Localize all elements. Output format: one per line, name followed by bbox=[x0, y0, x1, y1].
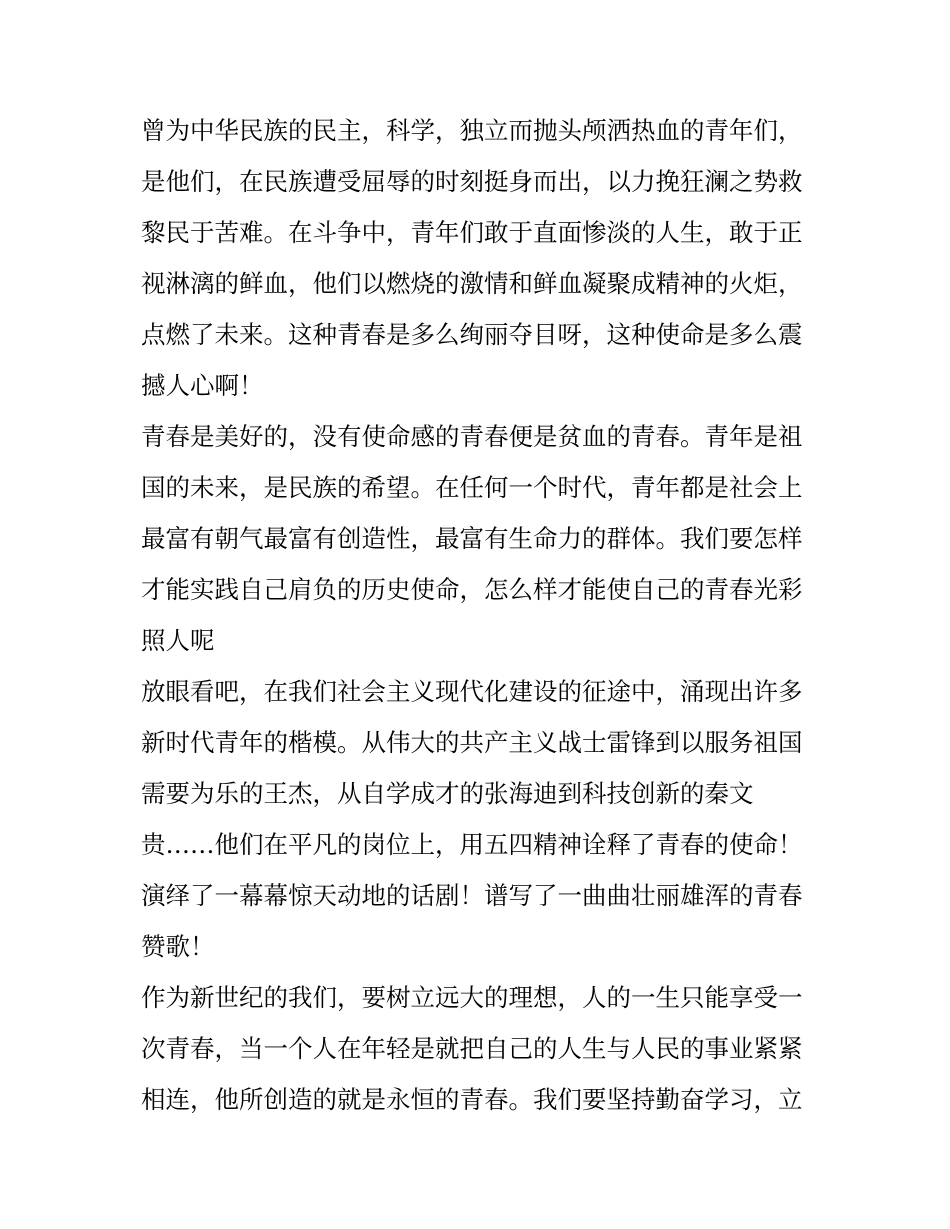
text-line: 新时代青年的楷模。从伟大的共产主义战士雷锋到以服务祖国 bbox=[141, 728, 803, 757]
text-line: 是他们，在民族遭受屈辱的时刻挺身而出，以力挽狂澜之势救 bbox=[141, 167, 803, 196]
text-line: 演绎了一幕幕惊天动地的话剧！谱写了一曲曲壮丽雄浑的青春 bbox=[141, 881, 803, 910]
text-line: 照人呢 bbox=[141, 626, 215, 655]
text-line: 相连，他所创造的就是永恒的青春。我们要坚持勤奋学习，立 bbox=[141, 1085, 803, 1114]
document-body bbox=[141, 105, 821, 1125]
text-line: 视淋漓的鲜血，他们以燃烧的激情和鲜血凝聚成精神的火炬， bbox=[141, 269, 803, 298]
text-line: 黎民于苦难。在斗争中，青年们敢于直面惨淡的人生，敢于正 bbox=[141, 218, 803, 247]
text-line: 赞歌！ bbox=[141, 932, 215, 961]
text-line: 国的未来，是民族的希望。在任何一个时代，青年都是社会上 bbox=[141, 473, 803, 502]
text-line: 曾为中华民族的民主，科学，独立而抛头颅洒热血的青年们， bbox=[141, 116, 803, 145]
text-line: 青春是美好的，没有使命感的青春便是贫血的青春。青年是祖 bbox=[141, 422, 803, 451]
text-line: 最富有朝气最富有创造性，最富有生命力的群体。我们要怎样 bbox=[141, 524, 803, 553]
text-line: 需要为乐的王杰，从自学成才的张海迪到科技创新的秦文 bbox=[141, 779, 754, 808]
text-line: 作为新世纪的我们，要树立远大的理想，人的一生只能享受一 bbox=[141, 983, 803, 1012]
text-line: 放眼看吧，在我们社会主义现代化建设的征途中，涌现出许多 bbox=[141, 677, 803, 706]
text-line: 次青春，当一个人在年轻是就把自己的人生与人民的事业紧紧 bbox=[141, 1034, 803, 1063]
text-line: 点燃了未来。这种青春是多么绚丽夺目呀，这种使命是多么震 bbox=[141, 320, 803, 349]
text-line: 撼人心啊！ bbox=[141, 371, 264, 400]
text-line: 才能实践自己肩负的历史使命，怎么样才能使自己的青春光彩 bbox=[141, 575, 803, 604]
text-line: 贵……他们在平凡的岗位上，用五四精神诠释了青春的使命！ bbox=[141, 830, 803, 859]
